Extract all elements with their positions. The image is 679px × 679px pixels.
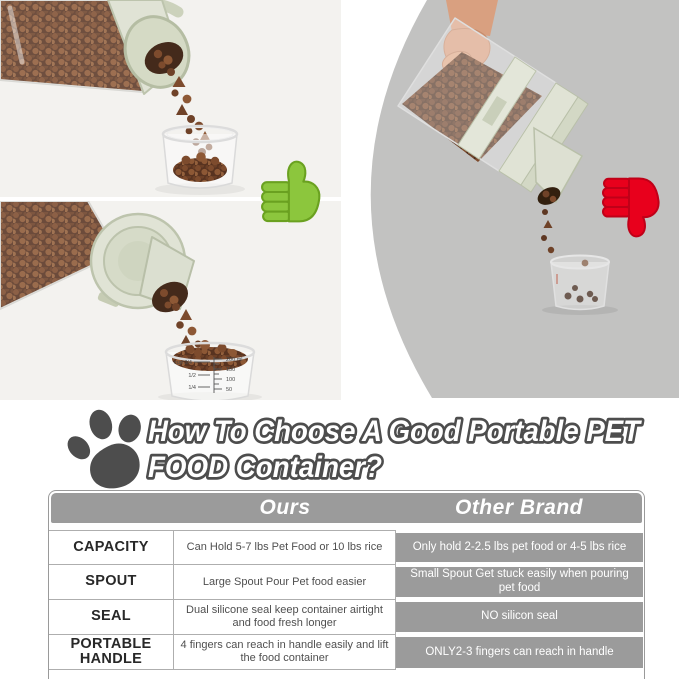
- ml-mark-50: 50: [226, 387, 233, 393]
- feature-label: SPOUT: [49, 564, 174, 599]
- other-brand-cell: Small Spout Get stuck easily when pouring pet food: [396, 567, 643, 597]
- ours-cell: Can Hold 5-7 lbs Pet Food or 10 lbs rice: [174, 530, 396, 564]
- table-row-capacity: [49, 530, 644, 564]
- ml-mark-200: 200 ml: [226, 357, 243, 363]
- ours-cell: 4 fingers can reach in handle easily and lift the food container: [174, 634, 396, 670]
- feature-label: CAPACITY: [49, 530, 174, 564]
- ours-cell: Large Spout Pour Pet food easier: [174, 564, 396, 599]
- cup-mark-34: cup 3/4: [173, 360, 192, 366]
- other-brand-cell: NO silicon seal: [396, 602, 643, 632]
- other-brand-cell: Only hold 2-2.5 lbs pet food or 4-5 lbs rice: [396, 533, 643, 562]
- feature-label: PORTABLE HANDLE: [49, 634, 174, 670]
- heading-line2: FOOD Container?: [148, 451, 382, 484]
- paw-icon: [59, 402, 153, 494]
- feature-label: SEAL: [49, 599, 174, 634]
- header-gap: [49, 523, 644, 530]
- ml-mark-100: 100: [226, 377, 236, 383]
- ours-cell: Dual silicone seal keep container airtight and food fresh longer: [174, 599, 396, 634]
- cup-mark-14: 1/4: [188, 385, 196, 391]
- heading: [0, 400, 679, 495]
- table-row-spout: [49, 564, 644, 599]
- thumbs-up-icon: [260, 160, 326, 226]
- header-ours: Ours: [259, 496, 311, 519]
- table-row-portable-handle: [49, 634, 644, 670]
- ml-mark-150: 150: [226, 367, 236, 373]
- header-other-brand: Other Brand: [454, 496, 583, 519]
- table-row-seal: [49, 599, 644, 634]
- heading-line1: How To Choose A Good Portable PET: [148, 415, 643, 448]
- table-header: [51, 493, 642, 523]
- comparison-table: [48, 490, 645, 679]
- other-brand-cell: ONLY2-3 fingers can reach in handle: [396, 637, 643, 668]
- cup-mark-12: 1/2: [188, 373, 196, 379]
